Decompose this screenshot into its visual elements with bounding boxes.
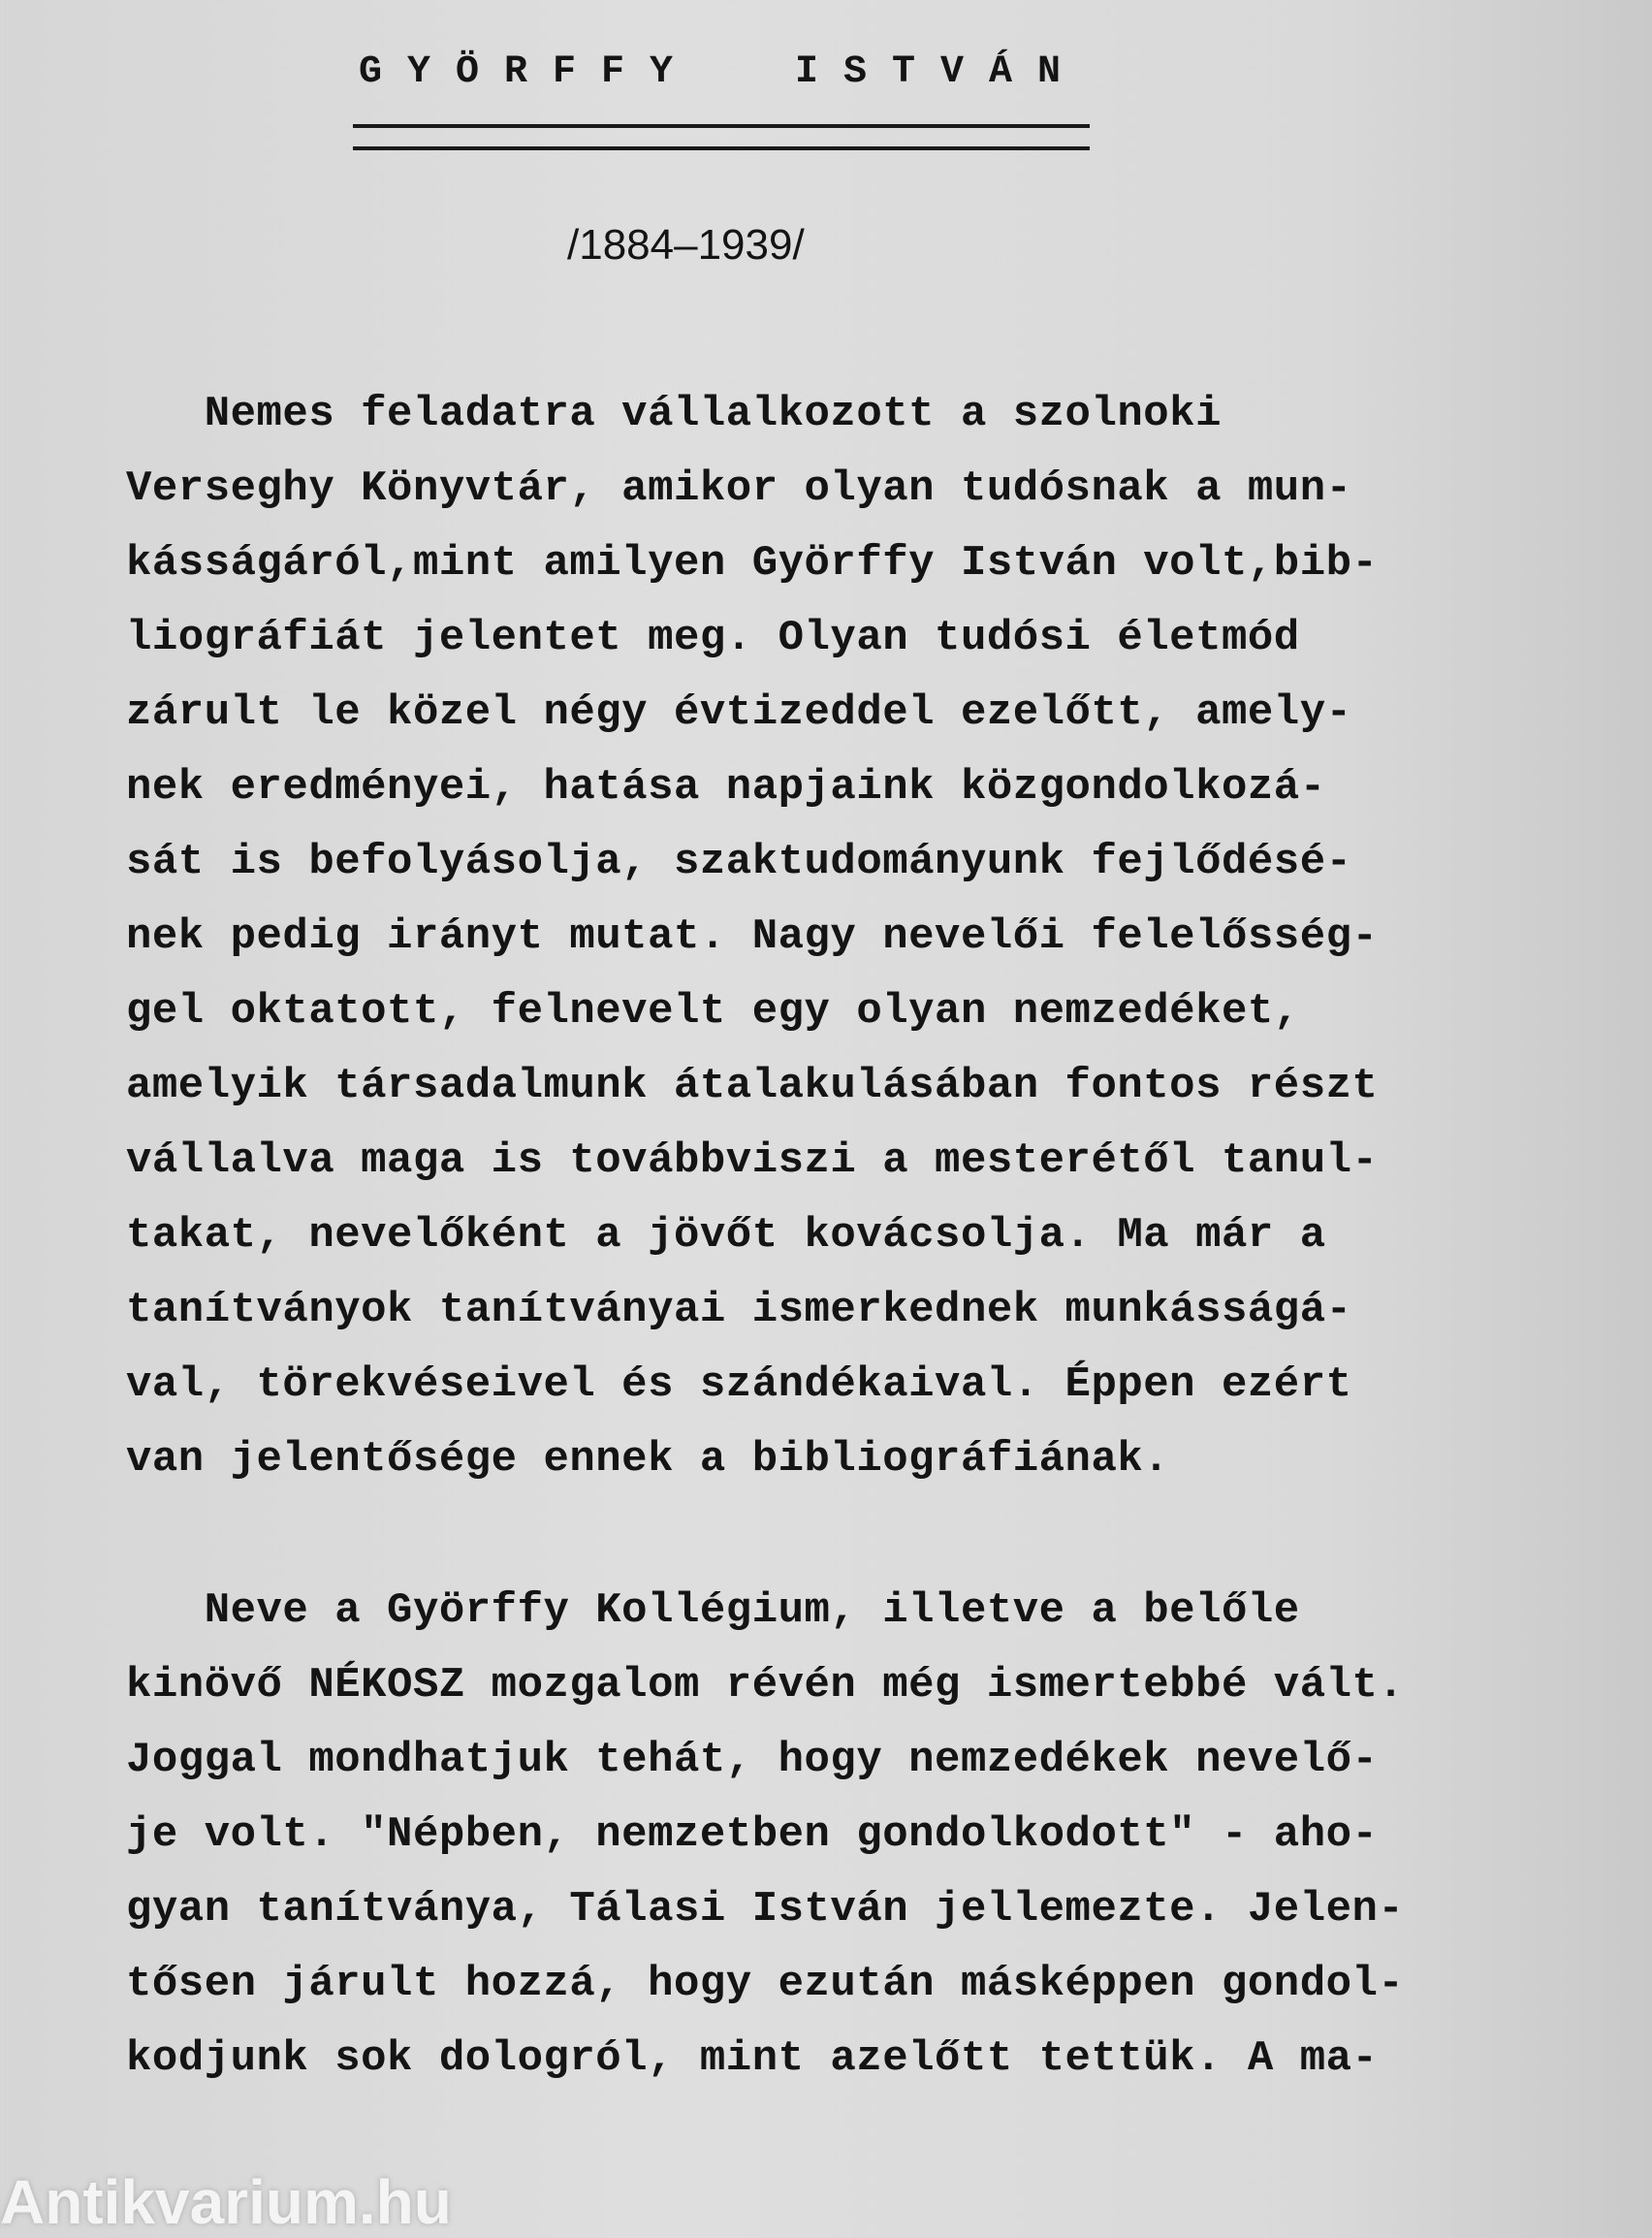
watermark: Antikvarium.hu xyxy=(0,2167,452,2237)
text-line: kodjunk sok dologról, mint azelőtt tettük. A ma- xyxy=(126,2034,1379,2083)
life-dates: /1884–1939/ xyxy=(567,221,805,269)
title-underline-top xyxy=(353,124,1090,128)
text-line: Joggal mondhatjuk tehát, hogy nemzedékek nevelő- xyxy=(126,1736,1379,1784)
text-line: Verseghy Könyvtár, amikor olyan tudósnak a mun- xyxy=(126,464,1352,513)
text-line: liográfiát jelentet meg. Olyan tudósi életmód xyxy=(126,614,1300,662)
text-line: nek pedig irányt mutat. Nagy nevelői felelősség- xyxy=(126,912,1379,961)
text-line: Neve a Györffy Kollégium, illetve a belőle xyxy=(126,1586,1300,1635)
text-line: sát is befolyásolja, szaktudományunk fejlődésé- xyxy=(126,838,1352,886)
text-line: val, törekvéseivel és szándékaival. Éppen ezért xyxy=(126,1360,1352,1409)
text-line: vállalva maga is továbbviszi a mesterétől tanul- xyxy=(126,1136,1379,1185)
text-line: tősen járult hozzá, hogy ezután másképpen gondol- xyxy=(126,1960,1405,2008)
text-line: takat, nevelőként a jövőt kovácsolja. Ma már a xyxy=(126,1211,1326,1260)
text-line: nek eredményei, hatása napjaink közgondolkozá- xyxy=(126,763,1326,812)
text-line: kásságáról,mint amilyen Györffy István volt,bib- xyxy=(126,539,1379,588)
text-line: kinövő NÉKOSZ mozgalom révén még ismertebbé vált. xyxy=(126,1661,1405,1710)
text-line: tanítványok tanítványai ismerkednek munkásságá- xyxy=(126,1286,1352,1334)
text-line: amelyik társadalmunk átalakulásában fontos részt xyxy=(126,1062,1379,1110)
title-underline-bottom xyxy=(353,146,1090,150)
document-title: GYÖRFFY ISTVÁN xyxy=(359,50,1087,94)
text-line: gyan tanítványa, Tálasi István jellemezte. Jelen- xyxy=(126,1885,1405,1934)
text-line: zárult le közel négy évtizeddel ezelőtt, amely- xyxy=(126,688,1352,737)
text-line: van jelentősége ennek a bibliográfiának. xyxy=(126,1435,1170,1484)
text-line: gel oktatott, felnevelt egy olyan nemzedéket, xyxy=(126,987,1300,1036)
text-line: je volt. "Népben, nemzetben gondolkodott" - aho- xyxy=(126,1810,1379,1859)
text-line: Nemes feladatra vállalkozott a szolnoki xyxy=(126,390,1222,438)
